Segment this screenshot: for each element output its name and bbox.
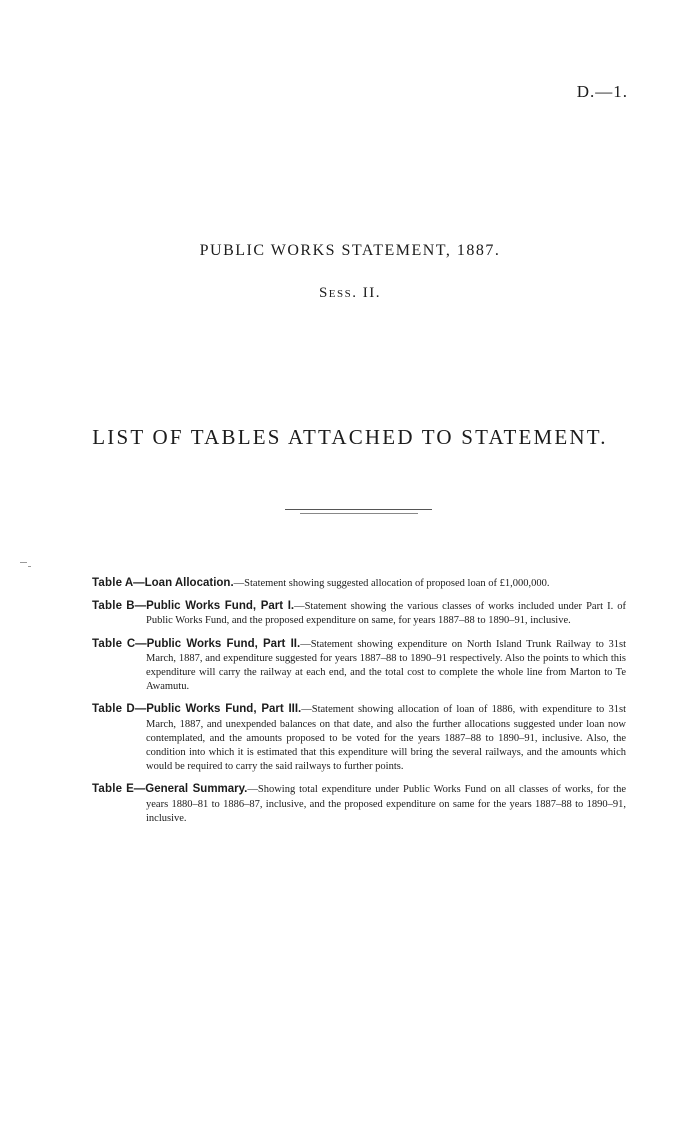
table-letter: D <box>126 703 135 716</box>
table-description: Statement showing allocation of loan of 1886, with expenditure to 31st March, 1887, and unexpended balances on that date, and also the further allocations suggested under loan now contemplated, and the amounts proposed to be voted for the years 1887–88 to 1890–91, inclusive. Also, the condition into which it is estimated that this expenditure will bring the several railways, and the amounts which would be required to carry the said railways to further points. <box>146 704 627 773</box>
session-label: Sess. II. <box>318 285 382 301</box>
table-description: Statement showing expenditure on North Island Trunk Railway to 31st March, 1887, and expenditure suggested for years 1887–88 to 1890–91 respectively. Also the points to which this expenditure will carry the railway at each end, and the total cost to complete the whole line from Marton to Te Awamutu. <box>146 638 627 693</box>
page-reference: D.—1. <box>576 82 628 101</box>
tables-list <box>92 576 626 834</box>
document-title: PUBLIC WORKS STATEMENT, 1887. <box>199 242 501 259</box>
table-name: Public Works Fund, Part II. <box>146 637 301 650</box>
table-entry-text <box>92 576 626 591</box>
list-heading: LIST OF TABLES ATTACHED TO STATEMENT. <box>92 425 608 449</box>
table-label: Table <box>92 577 123 589</box>
table-description: Statement showing the various classes of works included under Part I. of Public Works Fund, and the proposed expenditure on same, for years 1887–88 to 1890–91, inclusive. <box>146 601 626 627</box>
table-entry-e <box>92 782 626 826</box>
table-name: Public Works Fund, Part I. <box>146 600 295 613</box>
table-label: Table <box>92 703 123 716</box>
dash: — <box>133 577 145 589</box>
table-name: General Summary. <box>145 783 248 796</box>
table-label: Table <box>92 600 123 613</box>
table-entry-text <box>92 702 626 774</box>
scan-mark <box>28 566 31 567</box>
table-description: Showing total expenditure under Public Works Fund on all classes of works, for the years 1880–81 to 1886–87, inclusive, and the proposed expenditure on same for the years 1887–88 to 1890–91, inclusive. <box>146 784 627 824</box>
table-name: Loan Allocation. <box>144 577 234 589</box>
dash: — <box>300 638 311 650</box>
table-entry-a <box>92 576 626 591</box>
scan-mark <box>20 562 27 563</box>
dash: — <box>301 704 312 716</box>
table-entry-text <box>92 637 626 695</box>
dash: — <box>134 600 147 613</box>
table-entry-d <box>92 702 626 774</box>
table-name: Public Works Fund, Part III. <box>146 703 302 716</box>
table-description: Statement showing suggested allocation of proposed loan of £1,000,000. <box>244 578 550 589</box>
table-letter: A <box>124 577 134 589</box>
dash: — <box>133 783 146 796</box>
dash: — <box>294 601 305 613</box>
table-letter: E <box>126 783 134 796</box>
table-entry-text <box>92 782 626 826</box>
table-label: Table <box>92 637 123 650</box>
table-letter: C <box>126 637 136 650</box>
dash: — <box>135 637 147 650</box>
dash: — <box>233 578 245 589</box>
table-letter: B <box>126 600 135 613</box>
divider-rule <box>285 509 432 510</box>
dash: — <box>134 703 147 716</box>
table-label: Table <box>92 783 123 796</box>
table-entry-b <box>92 599 626 628</box>
dash: — <box>247 784 258 796</box>
divider-rule <box>300 513 418 514</box>
table-entry-c <box>92 637 626 695</box>
table-entry-text <box>92 599 626 628</box>
